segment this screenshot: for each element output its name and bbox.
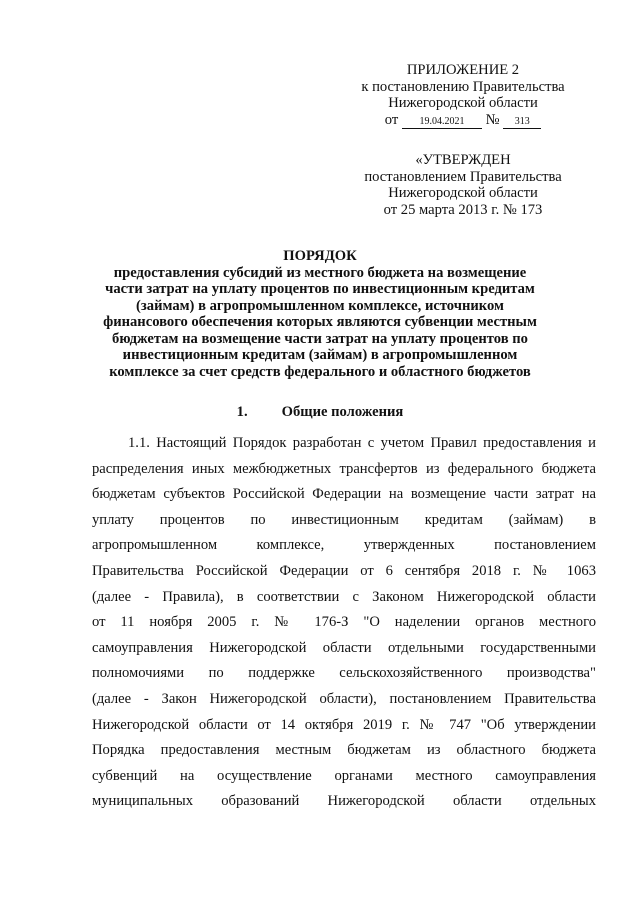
- document-title-block: [70, 248, 570, 380]
- approved-line-1: «УТВЕРЖДЕН: [415, 152, 511, 168]
- appendix-date-line: [340, 112, 586, 129]
- body-line: (далее - Закон Нижегородской области), постановлением Правительства: [92, 690, 596, 707]
- approved-line-2: постановлением Правительства: [364, 168, 562, 185]
- number-field: 313: [503, 116, 541, 129]
- body-line: Порядка предоставления местным бюджетам из областного бюджета: [92, 742, 596, 759]
- from-label: от: [384, 111, 399, 128]
- body-line: 1.1. Настоящий Порядок разработан с учетом Правил предоставления и: [128, 435, 596, 451]
- subtitle-line: финансового обеспечения которых являются субвенции местным: [103, 314, 537, 330]
- body-line: субвенций на осуществление органами местного самоуправления: [92, 767, 596, 784]
- approved-line-4: от 25 марта 2013 г. № 173: [383, 201, 543, 218]
- body-line: полномочиями по поддержке сельскохозяйственного производства": [92, 665, 596, 682]
- body-line: от 11 ноября 2005 г. № 176-З "О наделении органов местного: [92, 614, 596, 631]
- subtitle-line: части затрат на уплату процентов по инвестиционным кредитам: [105, 281, 535, 297]
- body-line: (далее - Правила), в соответствии с Законом Нижегородской области: [92, 588, 596, 605]
- body-line: агропромышленном комплексе, утвержденных постановлением: [92, 537, 596, 554]
- subtitle-line: предоставления субсидий из местного бюджета на возмещение: [113, 264, 527, 281]
- section-number: 1.: [236, 404, 248, 420]
- subtitle-line: бюджетам на возмещение части затрат на уплату процентов по: [112, 330, 528, 347]
- body-line: распределения иных межбюджетных трансфертов из федерального бюджета: [92, 460, 596, 477]
- approved-line-3: Нижегородской области: [388, 185, 538, 201]
- body-line: самоуправления Нижегородской области отдельными государственными: [92, 639, 596, 656]
- body-line: уплату процентов по инвестиционным кредитам (займам) в: [92, 511, 596, 528]
- appendix-line-2: Нижегородской области: [388, 95, 538, 111]
- document-title: ПОРЯДОК: [283, 248, 357, 264]
- body-paragraph: [92, 431, 596, 815]
- approved-block: [340, 152, 586, 218]
- section-heading: [70, 404, 570, 421]
- body-line: Нижегородской области от 14 октября 2019 г. № 747 "Об утверждении: [92, 716, 596, 733]
- subtitle-line: (займам) в агропромышленном комплексе, источником: [136, 297, 504, 314]
- subtitle-line: инвестиционным кредитам (займам) в агропромышленном: [122, 347, 518, 363]
- appendix-header: [340, 62, 586, 129]
- body-line: бюджетам субъектов Российской Федерации на возмещение части затрат на: [92, 486, 596, 503]
- number-label: №: [485, 111, 500, 128]
- section-title: Общие положения: [281, 404, 404, 420]
- subtitle-line: комплексе за счет средств федерального и областного бюджетов: [109, 363, 531, 380]
- body-line: Правительства Российской Федерации от 6 сентября 2018 г. № 1063: [92, 562, 596, 579]
- appendix-title: ПРИЛОЖЕНИЕ 2: [406, 62, 520, 78]
- body-line: муниципальных образований Нижегородской области отдельных: [92, 793, 596, 810]
- appendix-line-1: к постановлению Правительства: [361, 78, 565, 95]
- date-field: 19.04.2021: [402, 116, 482, 129]
